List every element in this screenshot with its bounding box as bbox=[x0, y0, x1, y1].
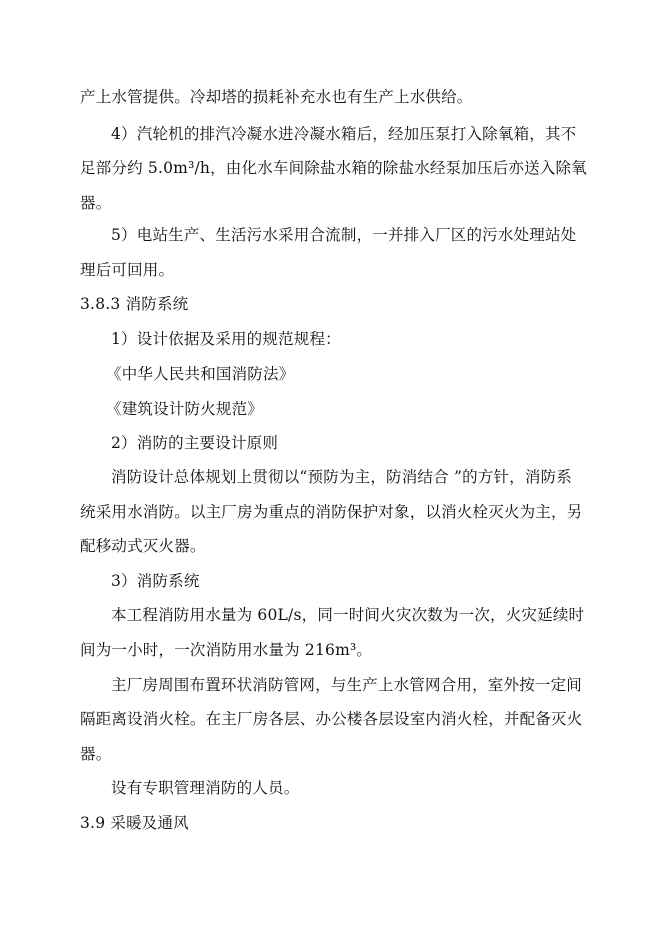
reference-title: 《建筑设计防火规范》 bbox=[106, 400, 264, 418]
paragraph-line: 配移动式灭火器。 bbox=[80, 537, 206, 555]
section-heading: 3.9 采暖及通风 bbox=[80, 814, 189, 832]
paragraph-line: 本工程消防用水量为 60L/s，同一时间火灾次数为一次，火灾延续时 bbox=[111, 606, 585, 624]
paragraph-line: 产上水管提供。冷却塔的损耗补充水也有生产上水供给。 bbox=[80, 88, 473, 106]
paragraph-line: 2）消防的主要设计原则 bbox=[111, 434, 279, 452]
paragraph-line: 器。 bbox=[80, 745, 112, 763]
section-heading: 3.8.3 消防系统 bbox=[80, 295, 189, 313]
paragraph-line: 5）电站生产、生活污水采用合流制，一并排入厂区的污水处理站处 bbox=[111, 226, 577, 244]
paragraph-line: 隔距离设消火栓。在主厂房各层、办公楼各层设室内消火栓，并配备灭火 bbox=[80, 710, 583, 728]
paragraph-line: 主厂房周围布置环状消防管网，与生产上水管网合用，室外按一定间 bbox=[111, 676, 583, 694]
paragraph-line: 消防设计总体规划上贯彻以“预防为主，防消结合 ”的方针，消防系 bbox=[111, 468, 572, 486]
paragraph-line: 3）消防系统 bbox=[111, 572, 200, 590]
paragraph-line: 足部分约 5.0m³/h，由化水车间除盐水箱的除盐水经泵加压后亦送入除氧 bbox=[80, 159, 587, 177]
paragraph-line: 设有专职管理消防的人员。 bbox=[111, 779, 300, 797]
paragraph-line: 1）设计依据及采用的规范规程： bbox=[111, 330, 341, 348]
paragraph-line: 4）汽轮机的排汽冷凝水进冷凝水箱后，经加压泵打入除氧箱，其不 bbox=[111, 125, 577, 143]
paragraph-line: 统采用水消防。以主厂房为重点的消防保护对象，以消火栓灭火为主，另 bbox=[80, 503, 583, 521]
paragraph-line: 器。 bbox=[80, 194, 112, 212]
paragraph-line: 理后可回用。 bbox=[80, 261, 175, 279]
reference-title: 《中华人民共和国消防法》 bbox=[106, 365, 295, 383]
paragraph-line: 间为一小时，一次消防用水量为 216m³。 bbox=[80, 641, 373, 659]
